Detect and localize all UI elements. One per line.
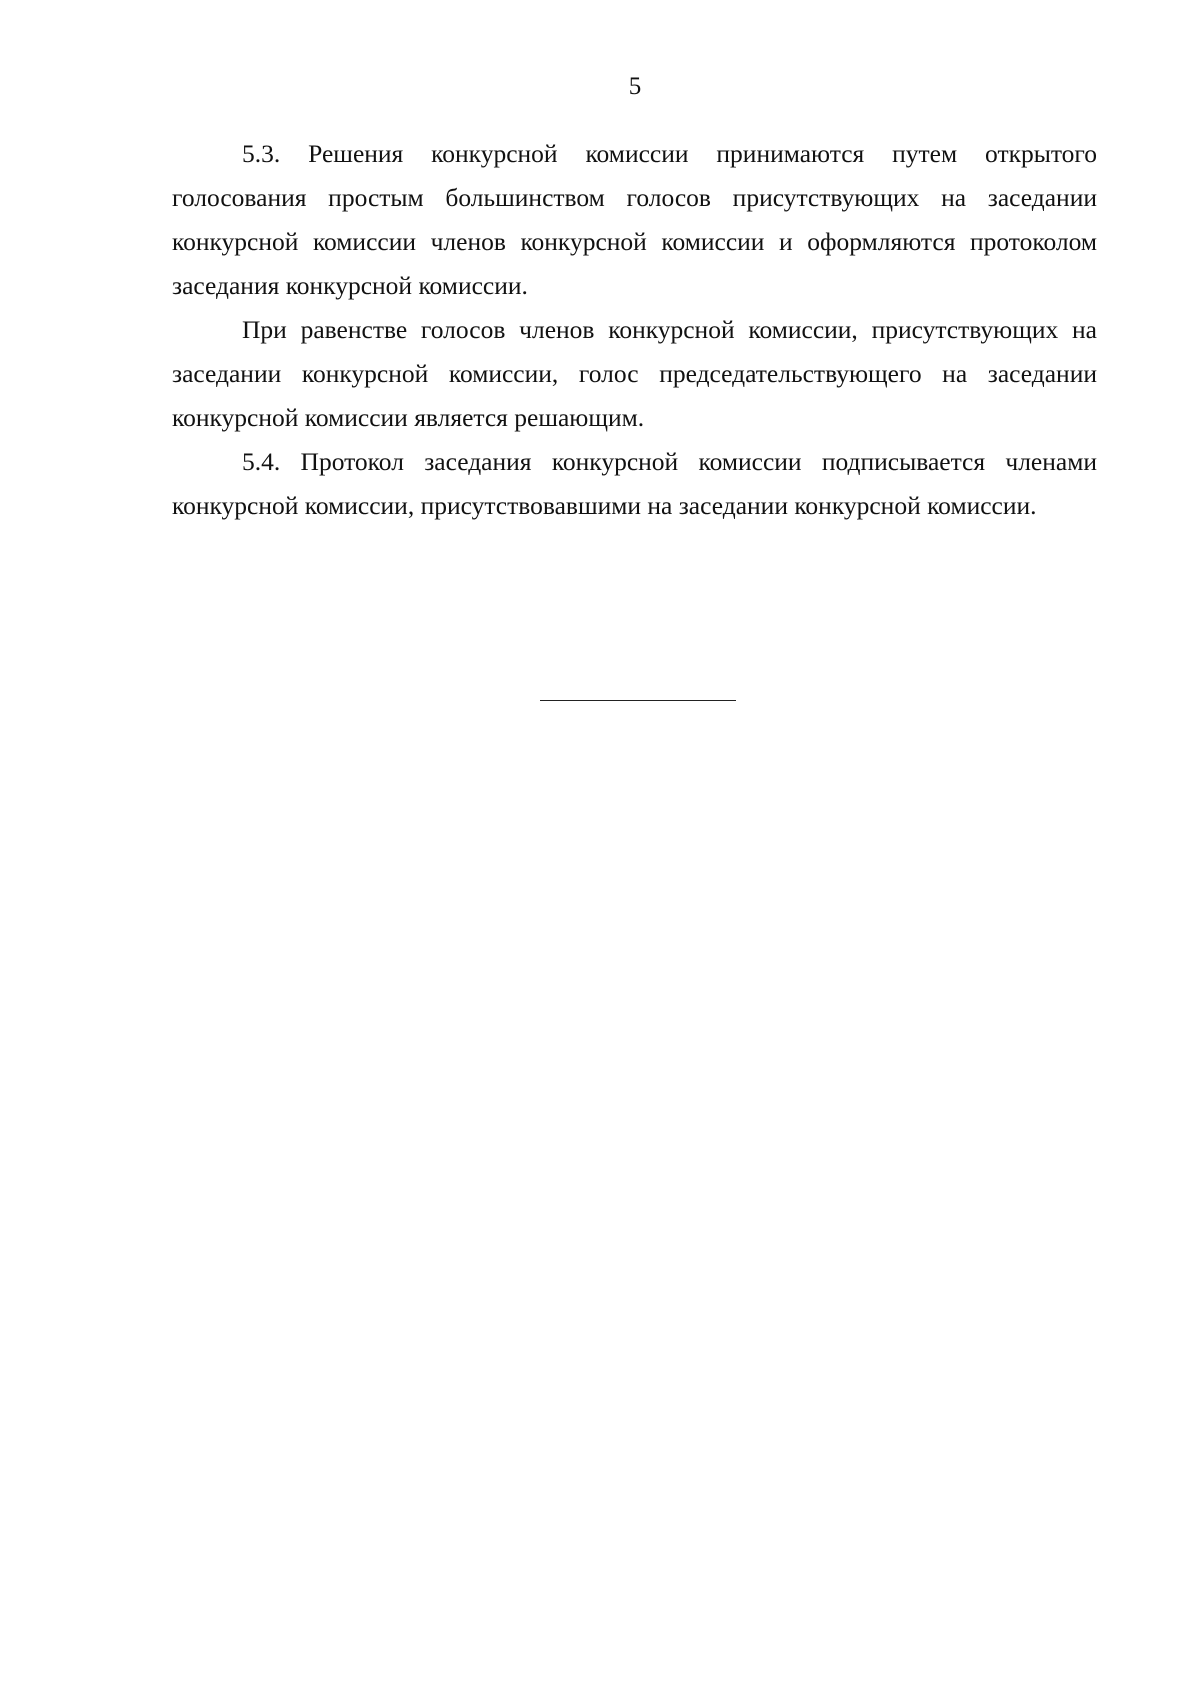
paragraph-5-4: 5.4. Протокол заседания конкурсной комиссии подписывается членами конкурсной комиссии, присутствовавшими на заседании конкурсной комиссии. <box>172 447 1097 520</box>
page-number: 5 <box>628 73 642 100</box>
document-body <box>172 132 1097 528</box>
paragraph-tie-vote: При равенстве голосов членов конкурсной комиссии, присутствующих на заседании конкурсной комиссии, голос председательствующего на заседании конкурсной комиссии является решающим. <box>172 315 1097 432</box>
paragraph-5-3: 5.3. Решения конкурсной комиссии принимаются путем открытого голосования простым большинством голосов присутствующих на заседании конкурсной комиссии членов конкурсной комиссии и оформляются протоколом заседания конкурсной комиссии. <box>172 139 1097 300</box>
end-of-text-rule <box>540 700 736 701</box>
